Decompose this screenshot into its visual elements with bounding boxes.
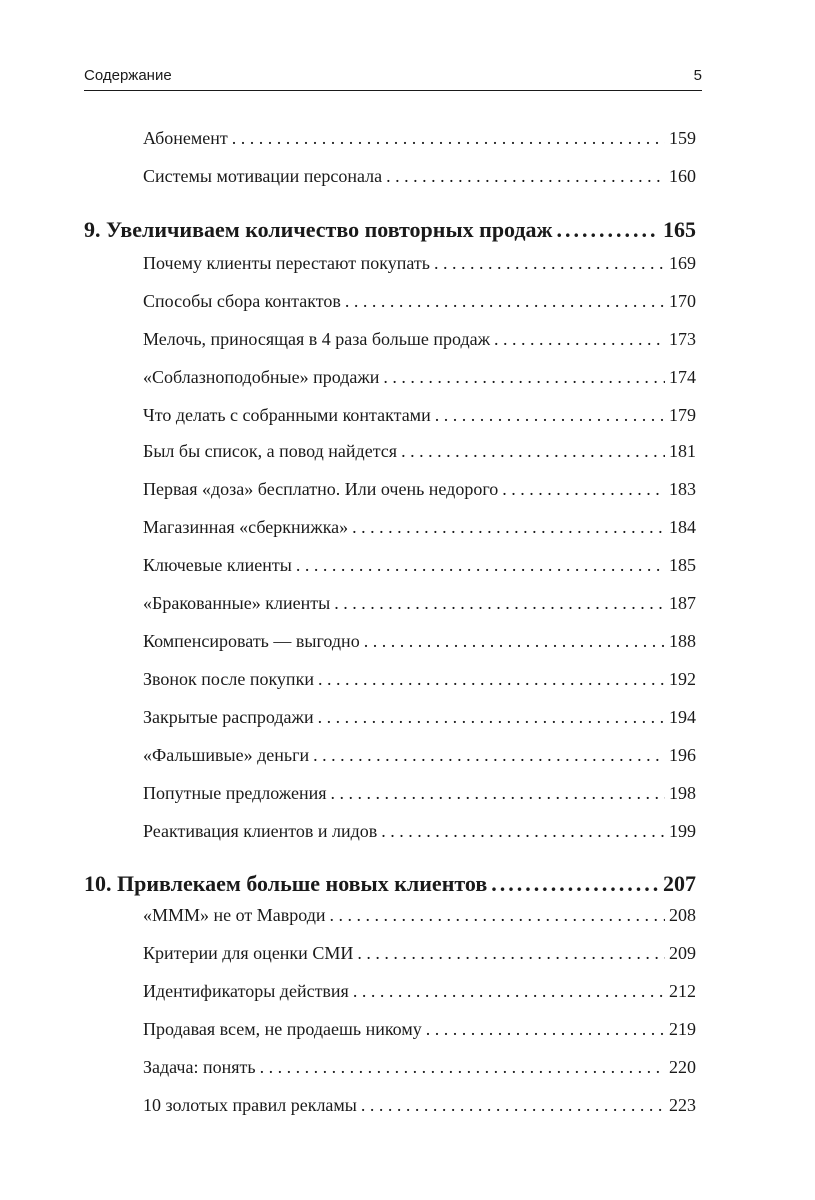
toc-entry[interactable] — [143, 669, 696, 693]
toc-entry-page: 196 — [669, 745, 696, 765]
dot-leader — [232, 128, 665, 149]
toc-entry[interactable] — [143, 517, 696, 541]
toc-entry-title: Идентификаторы действия — [143, 981, 349, 1001]
toc-chapter-heading[interactable] — [84, 217, 696, 245]
dot-leader — [386, 166, 665, 187]
toc-entry-page: 185 — [669, 555, 696, 575]
toc-entry[interactable] — [143, 555, 696, 579]
toc-entry[interactable] — [143, 707, 696, 731]
toc-entry-page: 188 — [669, 631, 696, 651]
toc-entry-title: Магазинная «сберкнижка» — [143, 517, 349, 537]
dot-leader — [352, 517, 665, 538]
toc-entry-page: 179 — [669, 405, 696, 425]
toc-entry-title: Звонок после покупки — [143, 669, 314, 689]
toc-entry-title: Почему клиенты перестают покупать — [143, 253, 430, 273]
toc-entry-title: «Бракованные» клиенты — [143, 593, 331, 613]
dot-leader — [318, 707, 665, 728]
toc-entry[interactable] — [143, 253, 696, 277]
toc-entry-title: Абонемент — [143, 128, 228, 148]
toc-entry-title: Был бы список, а повод найдется — [143, 441, 398, 461]
dot-leader — [381, 821, 665, 842]
toc-entry-title: «МММ» не от Мавроди — [143, 905, 326, 925]
toc-entry-page: 212 — [669, 981, 696, 1001]
toc-entry-page: 198 — [669, 783, 696, 803]
dot-leader — [491, 871, 659, 897]
toc-chapter-heading[interactable] — [84, 871, 696, 899]
running-head-title: Содержание — [84, 67, 172, 84]
toc-entry[interactable] — [143, 783, 696, 807]
toc-entry[interactable] — [143, 367, 696, 391]
toc-entry-page: 219 — [669, 1019, 696, 1039]
dot-leader — [426, 1019, 665, 1040]
toc-entry[interactable] — [143, 128, 696, 152]
page-number: 5 — [693, 67, 702, 84]
dot-leader — [357, 943, 665, 964]
dot-leader — [331, 783, 665, 804]
toc-entry[interactable] — [143, 479, 696, 503]
toc-entry[interactable] — [143, 405, 696, 429]
toc-entry[interactable] — [143, 981, 696, 1005]
toc-entry[interactable] — [143, 943, 696, 967]
dot-leader — [361, 1095, 665, 1116]
dot-leader — [330, 905, 665, 926]
toc-entry[interactable] — [143, 1019, 696, 1043]
toc-entry[interactable] — [143, 593, 696, 617]
toc-entry-title: Что делать с собранными контактами — [143, 405, 431, 425]
dot-leader — [334, 593, 665, 614]
toc-entry-title: Первая «доза» бесплатно. Или очень недорого — [143, 479, 499, 499]
toc-entry-page: 223 — [669, 1095, 696, 1115]
toc-entry-page: 159 — [669, 128, 696, 148]
toc-entry-page: 160 — [669, 166, 696, 186]
toc-entry-title: Системы мотивации персонала — [143, 166, 383, 186]
toc-entry-title: Критерии для оценки СМИ — [143, 943, 354, 963]
toc-entry-title: Способы сбора контактов — [143, 291, 341, 311]
toc-entry[interactable] — [143, 329, 696, 353]
chapter-title: 9. Увеличиваем количество повторных продаж — [84, 217, 553, 242]
toc-entry[interactable] — [143, 166, 696, 190]
toc-entry-title: Попутные предложения — [143, 783, 327, 803]
toc-entry[interactable] — [143, 441, 696, 465]
running-head — [84, 64, 702, 91]
dot-leader — [494, 329, 665, 350]
toc-entry-page: 181 — [669, 441, 696, 461]
toc-entry-page: 173 — [669, 329, 696, 349]
toc-entry-page: 199 — [669, 821, 696, 841]
toc-entry-page: 184 — [669, 517, 696, 537]
toc-entry-title: Компенсировать — выгодно — [143, 631, 360, 651]
toc-entry-title: Реактивация клиентов и лидов — [143, 821, 378, 841]
dot-leader — [557, 217, 660, 243]
dot-leader — [353, 981, 665, 1002]
toc-entry-title: Ключевые клиенты — [143, 555, 292, 575]
toc-entry-page: 174 — [669, 367, 696, 387]
toc-entry-title: Продавая всем, не продаешь никому — [143, 1019, 422, 1039]
toc-entry[interactable] — [143, 905, 696, 929]
toc-entry[interactable] — [143, 631, 696, 655]
toc-entry-page: 209 — [669, 943, 696, 963]
dot-leader — [364, 631, 665, 652]
dot-leader — [296, 555, 665, 576]
toc-entry[interactable] — [143, 1095, 696, 1119]
toc-entry-page: 169 — [669, 253, 696, 273]
toc-entry-title: «Соблазноподобные» продажи — [143, 367, 380, 387]
toc-entry-title: Закрытые распродажи — [143, 707, 314, 727]
dot-leader — [383, 367, 665, 388]
dot-leader — [318, 669, 665, 690]
toc-entry-page: 187 — [669, 593, 696, 613]
chapter-page: 207 — [663, 871, 696, 896]
chapter-title: 10. Привлекаем больше новых клиентов — [84, 871, 488, 896]
toc-entry-page: 183 — [669, 479, 696, 499]
dot-leader — [260, 1057, 665, 1078]
toc-entry[interactable] — [143, 821, 696, 845]
dot-leader — [313, 745, 665, 766]
toc-entry[interactable] — [143, 291, 696, 315]
toc-entry-page: 208 — [669, 905, 696, 925]
toc-entry-title: «Фальшивые» деньги — [143, 745, 310, 765]
dot-leader — [434, 253, 665, 274]
toc-entry-page: 194 — [669, 707, 696, 727]
toc-entry-title: 10 золотых правил рекламы — [143, 1095, 357, 1115]
toc-entry[interactable] — [143, 1057, 696, 1081]
toc-entry-page: 192 — [669, 669, 696, 689]
toc-entry-title: Задача: понять — [143, 1057, 256, 1077]
dot-leader — [502, 479, 665, 500]
toc-entry[interactable] — [143, 745, 696, 769]
toc-entry-title: Мелочь, приносящая в 4 раза больше продаж — [143, 329, 491, 349]
dot-leader — [401, 441, 665, 462]
chapter-page: 165 — [663, 217, 696, 242]
toc-entry-page: 220 — [669, 1057, 696, 1077]
dot-leader — [345, 291, 665, 312]
dot-leader — [435, 405, 665, 426]
toc-entry-page: 170 — [669, 291, 696, 311]
